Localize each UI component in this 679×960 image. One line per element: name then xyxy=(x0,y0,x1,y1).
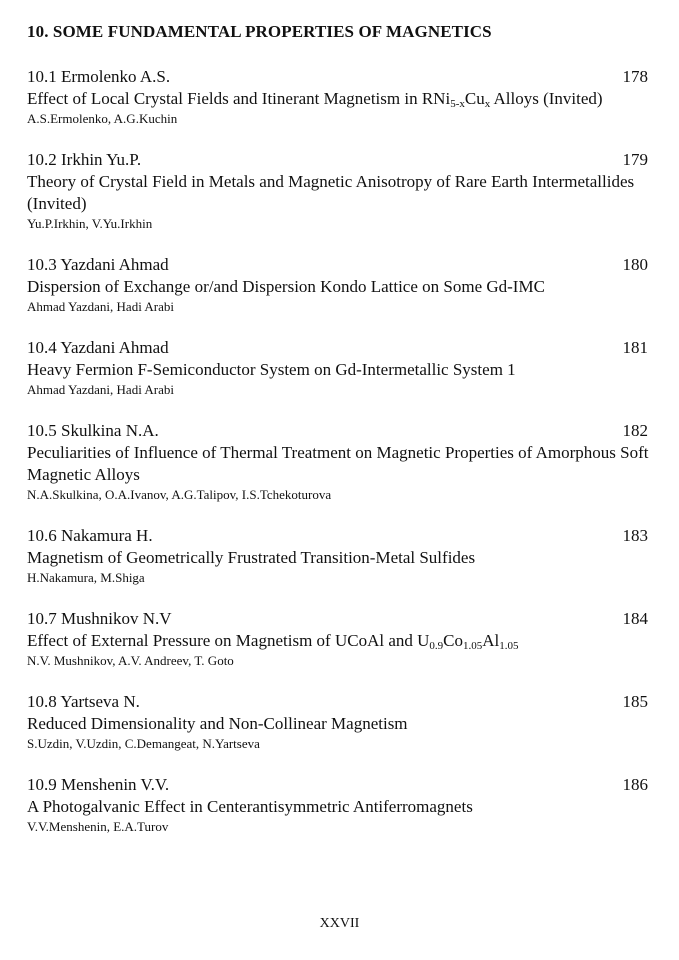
entry-authors: S.Uzdin, V.Uzdin, C.Demangeat, N.Yartseva xyxy=(27,736,260,751)
toc-entry xyxy=(27,525,652,587)
toc-entry xyxy=(27,774,652,836)
toc-entry xyxy=(27,691,652,753)
entry-number-author: 10.5 Skulkina N.A. xyxy=(27,421,159,440)
title-subscript: 1.05 xyxy=(463,640,483,652)
toc-entry xyxy=(27,66,652,128)
title-text: Cu xyxy=(464,89,485,108)
toc-entry xyxy=(27,608,652,670)
title-text: Dispersion of Exchange or/and Dispersion Kondo Lattice on Some Gd-IMC xyxy=(27,277,545,296)
toc-entry xyxy=(27,254,652,316)
entry-title xyxy=(27,276,652,298)
section-heading: 10. SOME FUNDAMENTAL PROPERTIES OF MAGNETICS xyxy=(27,22,492,41)
title-text: Co xyxy=(443,631,463,650)
entry-title xyxy=(27,796,652,818)
entry-page-number: 186 xyxy=(622,775,648,794)
title-text: Heavy Fermion F-Semiconductor System on Gd-Intermetallic System 1 xyxy=(27,360,516,379)
title-text: Peculiarities of Influence of Thermal Treatment on Magnetic Properties of Amorphous Soft Magnetic Alloys xyxy=(27,443,649,484)
entry-page-number: 182 xyxy=(622,421,648,440)
entry-page-number: 184 xyxy=(622,609,648,628)
entry-page-number: 179 xyxy=(622,150,648,169)
entry-authors: N.V. Mushnikov, A.V. Andreev, T. Goto xyxy=(27,653,234,668)
entry-number-author: 10.3 Yazdani Ahmad xyxy=(27,255,169,274)
toc-entry xyxy=(27,149,652,233)
title-text: Effect of Local Crystal Fields and Itinerant Magnetism in RNi xyxy=(27,89,451,108)
toc-entry xyxy=(27,337,652,399)
entry-number-author: 10.9 Menshenin V.V. xyxy=(27,775,170,794)
entry-page-number: 183 xyxy=(622,526,648,545)
title-text: Reduced Dimensionality and Non-Collinear Magnetism xyxy=(27,714,408,733)
entry-page-number: 185 xyxy=(622,692,648,711)
title-subscript: 0.9 xyxy=(429,640,444,652)
entry-title xyxy=(27,88,652,110)
entry-title xyxy=(27,713,652,735)
entry-number-author: 10.4 Yazdani Ahmad xyxy=(27,338,169,357)
entry-number-author: 10.6 Nakamura H. xyxy=(27,526,153,545)
entry-page-number: 180 xyxy=(622,255,648,274)
toc-entry xyxy=(27,420,652,504)
entry-title xyxy=(27,630,652,652)
entry-authors: Ahmad Yazdani, Hadi Arabi xyxy=(27,299,174,314)
entry-title xyxy=(27,547,652,569)
title-text: Al xyxy=(482,631,500,650)
title-text: Effect of External Pressure on Magnetism of UCoAl and U xyxy=(27,631,430,650)
title-text: Theory of Crystal Field in Metals and Magnetic Anisotropy of Rare Earth Intermetallides (Invited) xyxy=(27,172,635,213)
entry-number-author: 10.7 Mushnikov N.V xyxy=(27,609,172,628)
entry-number-author: 10.1 Ermolenko A.S. xyxy=(27,67,171,86)
entry-authors: V.V.Menshenin, E.A.Turov xyxy=(27,819,169,834)
entry-page-number: 178 xyxy=(622,67,648,86)
entry-page-number: 181 xyxy=(622,338,648,357)
contents-list xyxy=(27,66,652,857)
entry-number-author: 10.2 Irkhin Yu.P. xyxy=(27,150,142,169)
entry-authors: H.Nakamura, M.Shiga xyxy=(27,570,145,585)
entry-title xyxy=(27,359,652,381)
title-subscript: 1.05 xyxy=(499,640,519,652)
title-text: Alloys (Invited) xyxy=(490,89,603,108)
title-subscript: 5-x xyxy=(450,98,465,110)
entry-title xyxy=(27,442,652,486)
entry-authors: A.S.Ermolenko, A.G.Kuchin xyxy=(27,111,178,126)
title-subscript: x xyxy=(484,98,491,110)
entry-authors: Yu.P.Irkhin, V.Yu.Irkhin xyxy=(27,216,153,231)
entry-authors: Ahmad Yazdani, Hadi Arabi xyxy=(27,382,174,397)
entry-number-author: 10.8 Yartseva N. xyxy=(27,692,140,711)
entry-title xyxy=(27,171,652,215)
title-text: Magnetism of Geometrically Frustrated Transition-Metal Sulfides xyxy=(27,548,476,567)
title-text: A Photogalvanic Effect in Centerantisymmetric Antiferromagnets xyxy=(27,797,473,816)
page-number-footer: XXVII xyxy=(319,916,360,931)
entry-authors: N.A.Skulkina, O.A.Ivanov, A.G.Talipov, I.S.Tchekoturova xyxy=(27,487,332,502)
